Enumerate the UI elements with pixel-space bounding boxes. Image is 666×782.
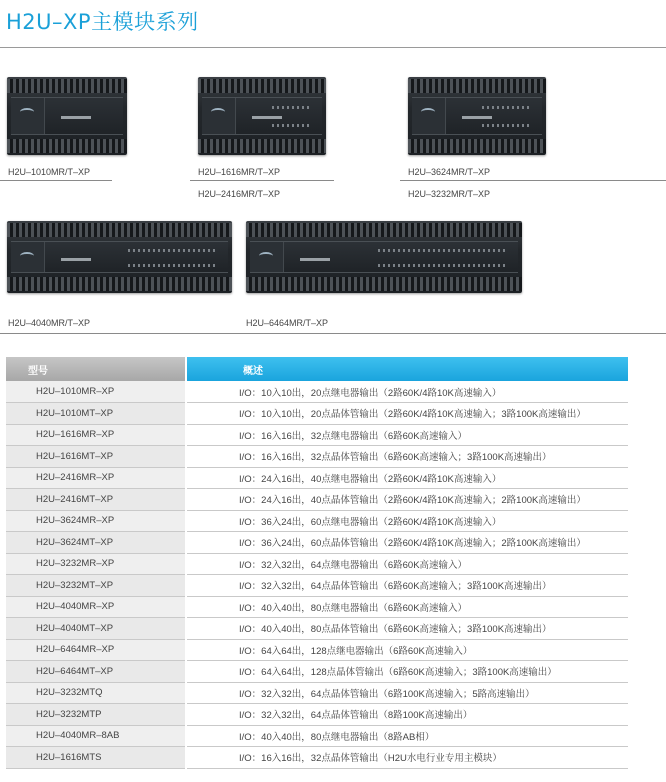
model-cell: H2U–1616MTS [6,747,186,769]
description-cell: I/O：32入32出，64点继电器输出（6路60K高速输入） [186,553,628,575]
model-cell: H2U–4040MR–8AB [6,725,186,747]
inovance-logo-icon [20,252,34,260]
model-cell: H2U–2416MT–XP [6,489,186,511]
table-row [6,489,628,511]
model-cell: H2U–2416MR–XP [6,467,186,489]
table-row [6,682,628,704]
table-row [6,381,628,403]
model-cell: H2U–3232MR–XP [6,553,186,575]
table-row [6,639,628,661]
product-caption: H2U–6464MR/T–XP [246,318,329,328]
description-cell: I/O：64入64出，128点晶体管输出（6路60K高速输入；3路100K高速输出） [186,661,628,683]
product-caption: H2U–3624MR/T–XP [408,167,491,177]
model-cell: H2U–3232MTQ [6,682,186,704]
description-cell: I/O：40入40出，80点晶体管输出（6路60K高速输入；3路100K高速输出） [186,618,628,640]
model-cell: H2U–3624MT–XP [6,532,186,554]
description-cell: I/O：24入16出，40点晶体管输出（2路60K/4路10K高速输入；2路100K高速输出） [186,489,628,511]
table-row [6,510,628,532]
inovance-logo-icon [259,252,273,260]
page-title: H2U–XP主模块系列 [6,10,199,34]
description-cell: I/O：32入32出，64点晶体管输出（6路60K高速输入；3路100K高速输出） [186,575,628,597]
description-cell: I/O：10入10出，20点晶体管输出（2路60K/4路10K高速输入；3路100K高速输出） [186,403,628,425]
description-cell: I/O：16入16出，32点晶体管输出（H2U水电行业专用主模块） [186,747,628,769]
header-description: 概述 [186,357,628,381]
model-cell: H2U–1010MR–XP [6,381,186,403]
inovance-logo-icon [211,108,225,116]
table-row [6,553,628,575]
table-row [6,403,628,425]
description-cell: I/O：36入24出，60点继电器输出（2路60K/4路10K高速输入） [186,510,628,532]
inovance-logo-icon [421,108,435,116]
plc-image [246,221,522,293]
description-cell: I/O：10入10出，20点继电器输出（2路60K/4路10K高速输入） [186,381,628,403]
model-cell: H2U–6464MR–XP [6,639,186,661]
table-row [6,596,628,618]
model-cell: H2U–4040MT–XP [6,618,186,640]
description-cell: I/O：40入40出，80点继电器输出（6路60K高速输入） [186,596,628,618]
plc-image [7,77,127,155]
table-row [6,704,628,726]
description-cell: I/O：16入16出，32点继电器输出（6路60K高速输入） [186,424,628,446]
product-caption: H2U–1616MR/T–XP [198,167,281,177]
product-caption: H2U–2416MR/T–XP [198,189,281,199]
description-cell: I/O：24入16出，40点继电器输出（2路60K/4路10K高速输入） [186,467,628,489]
table-row [6,467,628,489]
table-row [6,446,628,468]
model-cell: H2U–3624MR–XP [6,510,186,532]
spec-table [6,357,628,769]
model-cell: H2U–4040MR–XP [6,596,186,618]
title-divider [0,47,666,48]
row-divider [0,180,112,181]
description-cell: I/O：40入40出，80点继电器输出（8路AB相） [186,725,628,747]
row-divider [190,180,334,181]
inovance-logo-icon [20,108,34,116]
description-cell: I/O：36入24出，60点晶体管输出（2路60K/4路10K高速输入；2路100K高速输出） [186,532,628,554]
description-cell: I/O：16入16出，32点晶体管输出（6路60K高速输入；3路100K高速输出） [186,446,628,468]
model-cell: H2U–1616MR–XP [6,424,186,446]
model-cell: H2U–1616MT–XP [6,446,186,468]
table-header-row [6,357,628,381]
table-row [6,575,628,597]
model-cell: H2U–6464MT–XP [6,661,186,683]
section-divider [0,333,666,334]
table-row [6,747,628,769]
description-cell: I/O：64入64出，128点继电器输出（6路60K高速输入） [186,639,628,661]
model-cell: H2U–3232MTP [6,704,186,726]
table-row [6,725,628,747]
description-cell: I/O：32入32出，64点晶体管输出（6路100K高速输入；5路高速输出） [186,682,628,704]
table-row [6,618,628,640]
model-cell: H2U–3232MT–XP [6,575,186,597]
product-caption: H2U–3232MR/T–XP [408,189,491,199]
table-row [6,532,628,554]
row-divider [400,180,666,181]
header-model: 型号 [6,357,186,381]
table-row [6,424,628,446]
plc-image [408,77,546,155]
model-cell: H2U–1010MT–XP [6,403,186,425]
plc-image [7,221,232,293]
table-row [6,661,628,683]
description-cell: I/O：32入32出，64点晶体管输出（8路100K高速输出） [186,704,628,726]
product-caption: H2U–1010MR/T–XP [8,167,91,177]
plc-image [198,77,326,155]
product-caption: H2U–4040MR/T–XP [8,318,91,328]
